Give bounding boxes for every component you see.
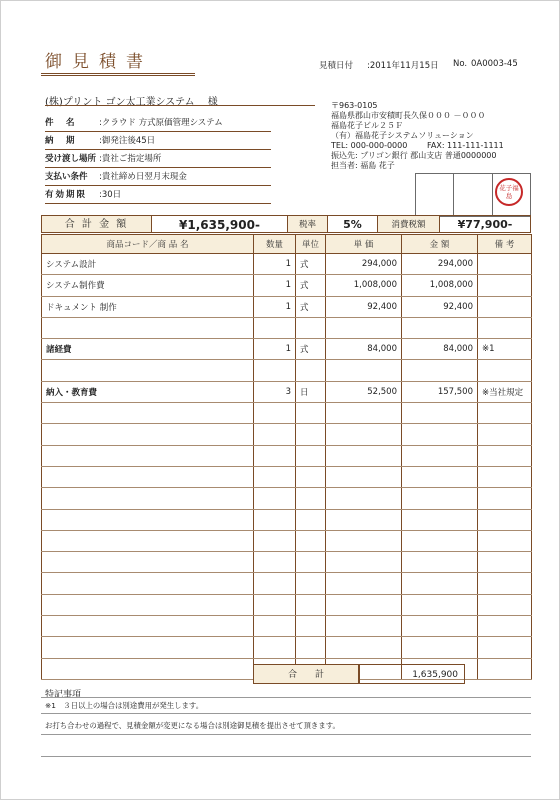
info-value: :クラウド 方式原価管理システム: [99, 118, 223, 128]
item-name: [42, 509, 254, 530]
remarks: [478, 317, 532, 338]
client-company: (株)プリント ゴン太工業システム: [45, 97, 195, 108]
item-name: [42, 552, 254, 573]
item-name: [42, 360, 254, 381]
supplier-address2: 福島花子ビル２５Ｆ: [331, 121, 403, 130]
info-label: 納 期: [45, 136, 77, 146]
quantity: [254, 466, 296, 487]
table-row: [42, 339, 532, 360]
total-label: 合 計 金 額: [42, 216, 152, 232]
unit-price: [326, 594, 402, 615]
quantity: [254, 317, 296, 338]
unit: [296, 317, 326, 338]
unit: 式: [296, 254, 326, 275]
sum-label: 合 計: [253, 664, 359, 684]
unit: [296, 594, 326, 615]
remarks: [478, 552, 532, 573]
quantity: [254, 360, 296, 381]
col-header-remarks: 備 考: [478, 235, 532, 254]
remarks: [478, 509, 532, 530]
table-row: [42, 381, 532, 402]
unit-price: 84,000: [326, 339, 402, 360]
unit-price: [326, 317, 402, 338]
table-row: [42, 466, 532, 487]
amount: 1,008,000: [402, 275, 478, 296]
amount: [402, 616, 478, 637]
unit-price: [326, 424, 402, 445]
remarks: [478, 530, 532, 551]
company-seal: 花子福島: [495, 178, 523, 206]
notes-title: 特記事項: [45, 690, 82, 700]
item-name: [42, 403, 254, 424]
quantity: [254, 530, 296, 551]
unit-price: [326, 573, 402, 594]
remarks: [478, 637, 532, 658]
table-row: [42, 573, 532, 594]
unit: [296, 445, 326, 466]
info-delivery-date: [45, 133, 271, 150]
line-items-table: [41, 234, 532, 680]
quantity: [254, 445, 296, 466]
table-row: [42, 254, 532, 275]
unit-price: 294,000: [326, 254, 402, 275]
note-rule: [41, 734, 531, 735]
note-rule: [41, 697, 531, 698]
supplier-company: （有）福島花子システムソリューション: [331, 131, 474, 140]
stamp-box: [416, 174, 454, 216]
table-row: [42, 424, 532, 445]
quantity: [254, 488, 296, 509]
unit-price: [326, 616, 402, 637]
table-row: [42, 403, 532, 424]
amount: [402, 424, 478, 445]
info-value: :30日: [99, 190, 122, 200]
remarks: [478, 658, 532, 679]
unit: [296, 466, 326, 487]
table-row: [42, 360, 532, 381]
unit-price: 92,400: [326, 296, 402, 317]
supplier-tel: TEL: 000-000-0000: [331, 141, 408, 150]
unit: [296, 530, 326, 551]
info-validity: [45, 187, 271, 204]
supplier-postal: 〒963-0105: [331, 101, 378, 110]
item-name: [42, 445, 254, 466]
item-name: [42, 317, 254, 338]
client-honorific: 様: [207, 97, 218, 108]
unit-price: [326, 466, 402, 487]
remarks: [478, 445, 532, 466]
remarks: [478, 254, 532, 275]
amount: [402, 552, 478, 573]
quantity: 1: [254, 254, 296, 275]
quantity: [254, 424, 296, 445]
item-name: [42, 424, 254, 445]
supplier-fax: FAX: 111-111-1111: [427, 141, 504, 150]
unit: 式: [296, 339, 326, 360]
amount: [402, 488, 478, 509]
unit-price: [326, 552, 402, 573]
unit-price: [326, 637, 402, 658]
number-value: 0A0003-45: [471, 59, 518, 69]
amount: 84,000: [402, 339, 478, 360]
unit-price: [326, 530, 402, 551]
date-value: :2011年11月15日: [367, 61, 439, 71]
tax-label: 消費税額: [378, 216, 440, 232]
item-name: [42, 594, 254, 615]
amount: [402, 530, 478, 551]
supplier-bank: 振込先: プリゴン銀行 郡山支店 普通0000000: [331, 151, 497, 160]
remarks: [478, 275, 532, 296]
table-row: [42, 445, 532, 466]
quantity: 1: [254, 339, 296, 360]
totals-bar: [41, 215, 531, 233]
note-1: ※1 ３日以上の場合は別途費用が発生します。: [45, 701, 204, 710]
item-name: [42, 637, 254, 658]
item-name: [42, 466, 254, 487]
unit-price: 1,008,000: [326, 275, 402, 296]
quantity: 1: [254, 296, 296, 317]
amount: [402, 445, 478, 466]
remarks: [478, 573, 532, 594]
amount: [402, 403, 478, 424]
col-header-unit: 単位: [296, 235, 326, 254]
amount: [402, 317, 478, 338]
col-header-price: 単 価: [326, 235, 402, 254]
table-row: [42, 275, 532, 296]
col-header-qty: 数量: [254, 235, 296, 254]
table-row: [42, 530, 532, 551]
supplier-person: 担当者: 福島 花子: [331, 161, 395, 170]
item-name: システム設計: [42, 254, 254, 275]
remarks: [478, 466, 532, 487]
amount: [402, 509, 478, 530]
quantity: 3: [254, 381, 296, 402]
amount: 92,400: [402, 296, 478, 317]
quantity: [254, 509, 296, 530]
amount: [402, 466, 478, 487]
stamp-box: [454, 174, 492, 216]
item-name: 諸経費: [42, 339, 254, 360]
item-name: [42, 616, 254, 637]
tax-rate-label: 税率: [288, 216, 328, 232]
unit: [296, 573, 326, 594]
unit: 式: [296, 296, 326, 317]
amount: [402, 360, 478, 381]
unit-price: [326, 509, 402, 530]
item-name: [42, 488, 254, 509]
quantity: [254, 403, 296, 424]
remarks: [478, 488, 532, 509]
item-name: [42, 573, 254, 594]
remarks: [478, 424, 532, 445]
unit: 日: [296, 381, 326, 402]
item-name: [42, 658, 254, 679]
remarks: [478, 403, 532, 424]
info-label: 件 名: [45, 118, 77, 128]
unit-price: [326, 488, 402, 509]
quantity: [254, 637, 296, 658]
unit: [296, 616, 326, 637]
sum-value: 1,635,900: [359, 664, 465, 684]
col-header-item: 商品コード／商 品 名: [42, 235, 254, 254]
unit: [296, 509, 326, 530]
amount: [402, 573, 478, 594]
sum-row: [253, 664, 465, 684]
col-header-amount: 金 額: [402, 235, 478, 254]
table-row: [42, 296, 532, 317]
unit: [296, 403, 326, 424]
quantity: [254, 573, 296, 594]
table-row: [42, 317, 532, 338]
quantity: 1: [254, 275, 296, 296]
item-name: システム制作費: [42, 275, 254, 296]
info-value: :貴社ご指定場所: [99, 154, 162, 164]
item-name: [42, 530, 254, 551]
table-header-row: [42, 235, 532, 254]
date-label: 見積日付: [319, 61, 354, 71]
unit: [296, 424, 326, 445]
table-row: [42, 488, 532, 509]
info-delivery-place: [45, 151, 271, 168]
amount: [402, 594, 478, 615]
unit: [296, 488, 326, 509]
remarks: [478, 616, 532, 637]
document-title: 御見積書: [45, 52, 153, 72]
remarks: [478, 594, 532, 615]
client-underline: [45, 105, 315, 106]
remarks: ※1: [478, 339, 532, 360]
table-row: [42, 616, 532, 637]
amount: 294,000: [402, 254, 478, 275]
tax-value: ¥77,900-: [457, 218, 513, 231]
info-subject: [45, 115, 271, 132]
info-value: :御発注後45日: [99, 136, 156, 146]
amount: [402, 637, 478, 658]
table-row: [42, 552, 532, 573]
unit-price: [326, 360, 402, 381]
note-rule: [41, 713, 531, 714]
quantity: [254, 616, 296, 637]
total-value: ¥1,635,900-: [152, 216, 288, 232]
table-row: [42, 594, 532, 615]
amount: 157,500: [402, 381, 478, 402]
quantity: [254, 594, 296, 615]
item-name: ドキュメント 制作: [42, 296, 254, 317]
unit: [296, 360, 326, 381]
info-label: 受け渡し場所: [45, 154, 97, 164]
remarks: [478, 360, 532, 381]
unit-price: [326, 403, 402, 424]
info-label: 有効期限: [45, 190, 88, 200]
remarks: [478, 296, 532, 317]
unit: [296, 637, 326, 658]
note-rule: [41, 756, 531, 757]
info-value: :貴社締め日翌月末現金: [99, 172, 187, 182]
remarks: ※当社規定: [478, 381, 532, 402]
number-label: No.: [453, 59, 468, 69]
info-label: 支払い条件: [45, 172, 88, 182]
unit: 式: [296, 275, 326, 296]
table-row: [42, 509, 532, 530]
table-row: [42, 637, 532, 658]
unit: [296, 552, 326, 573]
note-2: お打ち合わせの過程で、見積金額が変更になる場合は別途御見積を提出させて頂きます。: [45, 721, 340, 730]
info-payment-terms: [45, 169, 271, 186]
unit-price: 52,500: [326, 381, 402, 402]
title-underline: [41, 73, 195, 76]
quantity: [254, 552, 296, 573]
unit-price: [326, 445, 402, 466]
item-name: 納入・教育費: [42, 381, 254, 402]
supplier-address1: 福島県郡山市安積町長久保０００ －０００: [331, 111, 486, 120]
tax-rate-value: 5%: [328, 216, 378, 232]
